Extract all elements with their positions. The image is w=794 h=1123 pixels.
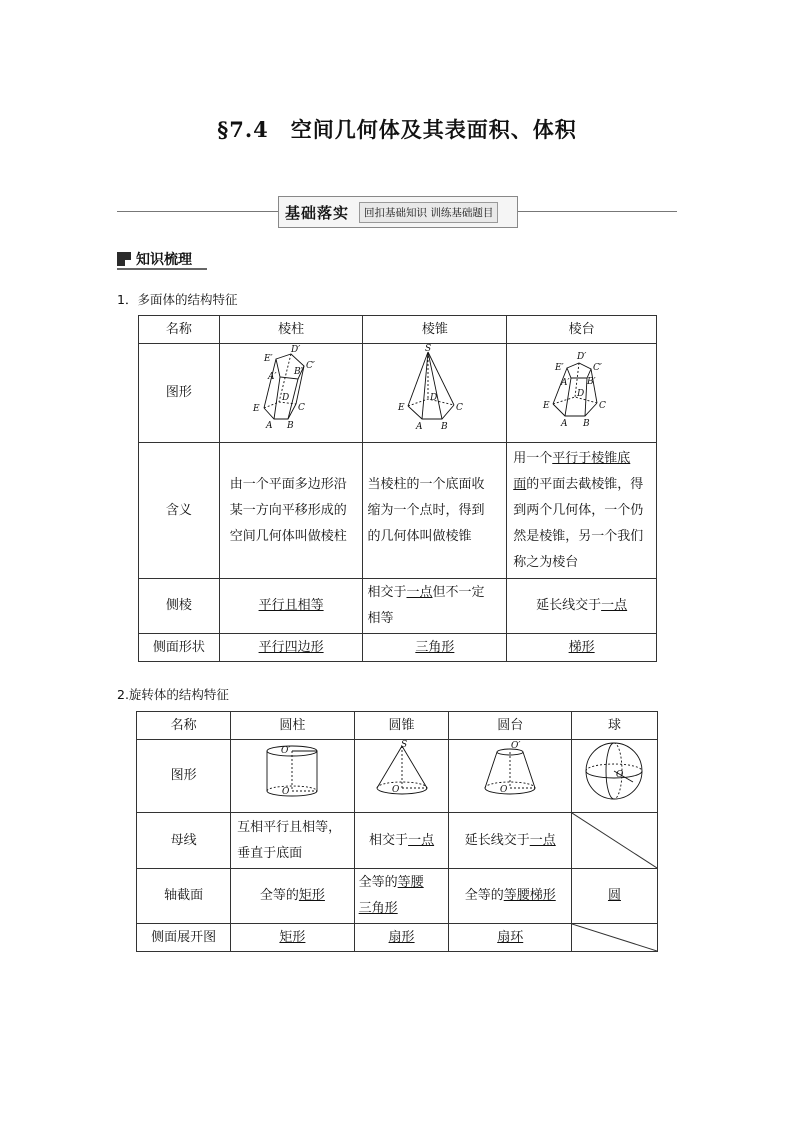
banner-line-left bbox=[117, 211, 278, 212]
header-cell: 圆台 bbox=[449, 712, 572, 740]
prism-figure bbox=[246, 344, 336, 432]
vertex-label: D bbox=[429, 393, 438, 403]
vertex-label: C bbox=[298, 403, 305, 413]
table-cell bbox=[354, 813, 449, 869]
table-row bbox=[139, 316, 657, 344]
polyhedra-heading: 1．多面体的结构特征 bbox=[117, 292, 238, 307]
underlined-term: 等腰梯形 bbox=[503, 888, 556, 903]
table-cell bbox=[449, 924, 572, 952]
table-cell bbox=[231, 869, 354, 924]
diagonal-strike bbox=[572, 813, 657, 868]
text-line bbox=[367, 580, 502, 606]
vertex-label: D bbox=[282, 393, 290, 403]
vertex-label: S bbox=[400, 740, 407, 750]
section-title: 知识梳理 bbox=[136, 252, 192, 268]
text-run: 全等的 bbox=[259, 888, 299, 903]
revolution-table bbox=[136, 711, 658, 952]
table-cell bbox=[571, 869, 657, 924]
cone-figure-cell bbox=[354, 740, 449, 813]
vertex-label: O′ bbox=[281, 746, 291, 756]
frustum-figure-cell bbox=[449, 740, 572, 813]
banner-sub-label: 回扣基础知识 训练基础题目 bbox=[359, 202, 498, 223]
vertex-label: A bbox=[415, 422, 423, 432]
text-line bbox=[359, 896, 445, 922]
diagonal-strike bbox=[572, 924, 657, 951]
header-cell: 名称 bbox=[139, 316, 220, 344]
banner-main-label: 基础落实 bbox=[285, 203, 350, 222]
header-cell: 棱柱 bbox=[219, 316, 363, 344]
header-cell: 棱锥 bbox=[363, 316, 507, 344]
vertex-label: D′ bbox=[291, 345, 301, 355]
table-cell bbox=[231, 813, 354, 869]
table-cell bbox=[363, 634, 507, 662]
text-line: 到两个几何体，一个仍 bbox=[513, 502, 644, 518]
vertex-label: E′ bbox=[554, 363, 564, 373]
row-label: 含义 bbox=[139, 443, 220, 579]
table-cell bbox=[219, 634, 363, 662]
meaning-cell-prism bbox=[219, 443, 363, 579]
underlined-term: 平行且相等 bbox=[258, 598, 324, 613]
text-line bbox=[513, 446, 652, 472]
cylinder-figure-cell bbox=[231, 740, 354, 813]
underlined-term: 等腰 bbox=[397, 875, 424, 890]
underlined-term: 矩形 bbox=[279, 929, 306, 945]
pyramid-figure-cell bbox=[363, 344, 507, 443]
text-line: 的几何体叫做棱锥 bbox=[367, 528, 472, 544]
frustum-figure-cell bbox=[507, 344, 657, 443]
page-title: §7.4 空间几何体及其表面积、体积 bbox=[217, 117, 577, 142]
section-underline bbox=[117, 268, 207, 270]
sphere-figure bbox=[581, 740, 647, 802]
table-row bbox=[139, 579, 657, 634]
vertex-label: C′ bbox=[592, 363, 602, 373]
meaning-cell-frustum bbox=[507, 443, 657, 579]
underlined-term: 三角形 bbox=[358, 901, 398, 916]
text-line: 由一个平面多边形沿 bbox=[229, 476, 347, 492]
table-cell bbox=[507, 634, 657, 662]
vertex-label: C bbox=[455, 403, 463, 413]
vertex-label: E′ bbox=[264, 354, 273, 364]
table-cell bbox=[354, 869, 449, 924]
vertex-label: D′ bbox=[576, 352, 586, 362]
vertex-label: C′ bbox=[306, 361, 316, 371]
header-cell: 名称 bbox=[137, 712, 231, 740]
cone-figure bbox=[367, 740, 437, 802]
text-line: 相等 bbox=[367, 611, 394, 626]
table-cell bbox=[449, 813, 572, 869]
text-line: 某一方向平移形成的 bbox=[229, 502, 347, 518]
table-row bbox=[139, 344, 657, 443]
vertex-label: A′ bbox=[268, 372, 277, 382]
text-line: 空间几何体叫做棱柱 bbox=[229, 528, 347, 544]
underlined-term: 矩形 bbox=[298, 888, 325, 903]
row-label: 侧面展开图 bbox=[137, 924, 231, 952]
text-run: 相交于 bbox=[367, 585, 407, 600]
header-cell: 棱台 bbox=[507, 316, 657, 344]
text-run: 但不一定 bbox=[432, 585, 485, 600]
underlined-term: 扇环 bbox=[497, 929, 524, 945]
empty-cell bbox=[571, 813, 657, 869]
text-line: 互相平行且相等， bbox=[237, 819, 342, 835]
underlined-term: 三角形 bbox=[415, 639, 455, 655]
vertex-label: O bbox=[616, 770, 624, 780]
vertex-label: O bbox=[391, 785, 399, 795]
row-label: 图形 bbox=[137, 740, 231, 813]
vertex-label: O bbox=[282, 787, 290, 797]
vertex-label: E bbox=[253, 404, 260, 414]
square-bullet-icon bbox=[117, 252, 131, 266]
vertex-label: A bbox=[266, 421, 273, 431]
meaning-cell-pyramid bbox=[363, 443, 507, 579]
header-cell: 圆锥 bbox=[354, 712, 449, 740]
sphere-figure-cell bbox=[571, 740, 657, 813]
table-cell bbox=[507, 579, 657, 634]
underlined-term: 梯形 bbox=[568, 639, 595, 655]
underlined-term: 面 bbox=[513, 476, 527, 492]
header-cell: 圆柱 bbox=[231, 712, 354, 740]
text-run: 全等的 bbox=[358, 875, 398, 890]
row-label: 母线 bbox=[137, 813, 231, 869]
pyramid-figure bbox=[390, 344, 480, 432]
cylinder-figure bbox=[257, 740, 327, 802]
revolution-heading: 2.旋转体的结构特征 bbox=[117, 687, 229, 702]
vertex-label: B bbox=[582, 419, 590, 429]
text-line: 垂直于底面 bbox=[237, 845, 303, 861]
empty-cell bbox=[571, 924, 657, 952]
table-row bbox=[137, 924, 658, 952]
vertex-label: D bbox=[576, 389, 584, 399]
underlined-term: 一点 bbox=[406, 585, 433, 600]
vertex-label: B′ bbox=[294, 367, 303, 377]
table-cell bbox=[219, 579, 363, 634]
vertex-label: B bbox=[440, 422, 448, 432]
section-banner bbox=[278, 196, 518, 228]
row-label: 轴截面 bbox=[137, 869, 231, 924]
table-row bbox=[137, 712, 658, 740]
table-row bbox=[137, 740, 658, 813]
underlined-term: 圆 bbox=[607, 888, 621, 903]
row-label: 侧面形状 bbox=[139, 634, 220, 662]
text-run: 的平面去截棱锥，得 bbox=[526, 476, 644, 492]
underlined-term: 一点 bbox=[529, 832, 556, 848]
header-cell: 球 bbox=[571, 712, 657, 740]
banner-line-right bbox=[518, 211, 677, 212]
vertex-label: O bbox=[500, 785, 508, 795]
text-run: 全等的 bbox=[464, 888, 504, 903]
vertex-label: S bbox=[424, 344, 432, 354]
round-frustum-figure bbox=[475, 740, 545, 802]
row-label: 侧棱 bbox=[139, 579, 220, 634]
text-line bbox=[359, 870, 445, 896]
polyhedra-table bbox=[138, 315, 657, 662]
table-row bbox=[137, 813, 658, 869]
table-cell bbox=[363, 579, 507, 634]
table-row bbox=[139, 443, 657, 579]
vertex-label: B′ bbox=[586, 377, 596, 387]
text-line: 然是棱锥，另一个我们 bbox=[513, 528, 644, 544]
table-cell bbox=[449, 869, 572, 924]
text-run: 延长线交于 bbox=[464, 832, 530, 848]
text-line: 缩为一个点时，得到 bbox=[367, 502, 485, 518]
row-label: 图形 bbox=[139, 344, 220, 443]
prism-figure-cell bbox=[219, 344, 363, 443]
vertex-label: E bbox=[397, 403, 405, 413]
text-line: 当棱柱的一个底面收 bbox=[367, 476, 485, 492]
text-line: 称之为棱台 bbox=[513, 554, 579, 570]
vertex-label: A bbox=[560, 419, 568, 429]
underlined-term: 一点 bbox=[601, 598, 628, 613]
vertex-label: C bbox=[598, 401, 606, 411]
text-run: 用一个 bbox=[513, 450, 553, 466]
underlined-term: 平行四边形 bbox=[258, 639, 324, 655]
underlined-term: 一点 bbox=[408, 832, 435, 848]
text-line bbox=[513, 472, 652, 498]
table-row bbox=[137, 869, 658, 924]
vertex-label: E bbox=[542, 401, 550, 411]
section-heading bbox=[117, 249, 192, 269]
underlined-term: 扇形 bbox=[388, 929, 415, 945]
vertex-label: B bbox=[287, 421, 294, 431]
text-run: 相交于 bbox=[369, 832, 409, 848]
frustum-figure bbox=[537, 344, 627, 432]
text-run: 延长线交于 bbox=[536, 598, 602, 613]
vertex-label: O′ bbox=[511, 741, 521, 751]
table-cell bbox=[354, 924, 449, 952]
table-row bbox=[139, 634, 657, 662]
vertex-label: A′ bbox=[560, 378, 570, 388]
underlined-term: 平行于棱锥底 bbox=[552, 450, 631, 466]
table-cell bbox=[231, 924, 354, 952]
